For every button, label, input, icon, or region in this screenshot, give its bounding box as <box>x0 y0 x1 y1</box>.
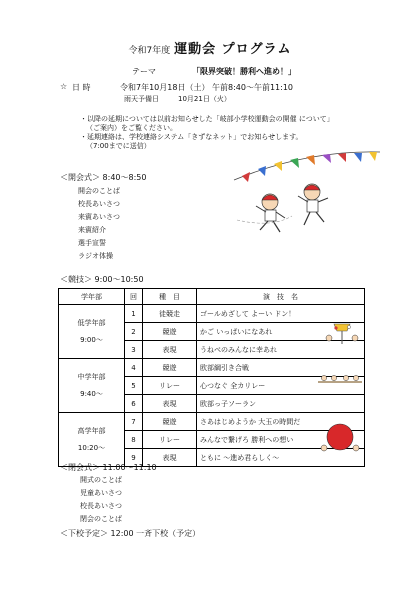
event-name: うねべのみんなに幸あれ <box>197 341 365 359</box>
event-number: 4 <box>125 359 143 377</box>
bunting-flag <box>354 153 362 162</box>
event-name: さあはじめようか 大玉の時間だ <box>197 413 365 431</box>
opening-item: 選手宣誓 <box>78 239 106 247</box>
event-name: 心つなぐ 全カリレー <box>197 377 365 395</box>
event-number: 5 <box>125 377 143 395</box>
bunting-flag <box>306 155 315 165</box>
closing-item: 校長あいさつ <box>80 502 122 510</box>
opening-item: 校長あいさつ <box>78 200 120 208</box>
schedule-label: 日 時 <box>72 83 91 92</box>
table-header-row <box>59 289 365 305</box>
bunting-flag <box>369 152 377 161</box>
event-type: リレー <box>143 377 197 395</box>
bunting-flag <box>322 154 331 163</box>
event-number: 6 <box>125 395 143 413</box>
opening-item: ラジオ体操 <box>78 252 113 260</box>
note-line: （7:00までに送信） <box>86 142 151 150</box>
event-type: 競遊 <box>143 413 197 431</box>
grade-cell <box>59 413 125 467</box>
schedule-mark: ☆ <box>60 82 68 91</box>
closing-item: 児童あいさつ <box>80 489 122 497</box>
table-row <box>59 305 365 323</box>
rain-date-value: 10月21日（火） <box>178 95 231 103</box>
schedule-main: 令和7年10月18日（土） 午前8:40～午前11:10 <box>120 83 294 92</box>
event-type: リレー <box>143 431 197 449</box>
event-type: 表現 <box>143 449 197 467</box>
event-number: 1 <box>125 305 143 323</box>
event-number: 8 <box>125 431 143 449</box>
title-era: 令和7年度 <box>128 46 171 56</box>
bunting-flag <box>242 172 250 182</box>
document-title <box>0 38 420 57</box>
theme-value: 「限界突破！勝利へ進め！」 <box>192 67 296 76</box>
competition-heading: ＜競技＞ 9:00～10:50 <box>60 275 144 284</box>
grade-cell <box>59 305 125 359</box>
running-kid <box>256 194 285 232</box>
bunting-flag <box>338 153 346 162</box>
closing-item: 閉会のことば <box>80 515 122 523</box>
column-header: 演 技 名 <box>197 289 365 305</box>
rain-date-label: 雨天予備日 <box>124 95 159 103</box>
bunting-flag <box>290 158 299 168</box>
event-type: 競遊 <box>143 323 197 341</box>
opening-item: 来賓あいさつ <box>78 213 120 221</box>
note-line: ・以降の延期については以前お知らせした「岐部小学校運動会の開催 について」 <box>80 115 334 123</box>
grade-name: 高学年部 <box>77 426 106 435</box>
title-main: 運動会 プログラム <box>174 42 292 57</box>
basket-toss-illustration <box>322 322 362 346</box>
event-type: 競遊 <box>143 359 197 377</box>
column-header: 学年部 <box>59 289 125 305</box>
event-type: 徒競走 <box>143 305 197 323</box>
event-name: みんなで繋げろ 勝利への想い <box>197 431 365 449</box>
grade-time: 9:00～ <box>80 335 103 344</box>
opening-heading: ＜開会式＞ 8:40～8:50 <box>60 173 147 182</box>
grade-time: 9:40～ <box>80 389 103 398</box>
opening-item: 開会のことば <box>78 187 120 195</box>
note-line: （ご案内）をご覧ください。 <box>86 124 177 132</box>
big-ball-illustration <box>318 422 362 456</box>
event-number: 3 <box>125 341 143 359</box>
grade-name: 中学年部 <box>77 372 106 381</box>
theme-label: テーマ <box>132 67 156 76</box>
grade-time: 10:20～ <box>77 443 106 452</box>
note-line: ・延期連絡は、学校連絡システム「きずなネット」でお知らせします。 <box>80 133 303 141</box>
grade-name: 低学年部 <box>77 318 106 327</box>
dismissal-text: ＜下校予定＞ 12:00 一斉下校（予定） <box>60 529 201 538</box>
event-type: 表現 <box>143 395 197 413</box>
closing-heading: ＜閉会式＞ 11:00～11:10 <box>60 463 157 472</box>
event-name: 欧部っ子ソーラン <box>197 395 365 413</box>
event-number: 7 <box>125 413 143 431</box>
event-name: ゴールめざして よーい ドン！ <box>197 305 365 323</box>
column-header: 種 目 <box>143 289 197 305</box>
event-type: 表現 <box>143 341 197 359</box>
closing-item: 開式のことば <box>80 476 122 484</box>
tug-of-war-illustration <box>316 372 364 390</box>
event-name: ともに ～進め君らしく～ <box>197 449 365 467</box>
event-number: 2 <box>125 323 143 341</box>
running-kids-illustration <box>232 150 382 250</box>
column-header: 回 <box>125 289 143 305</box>
running-kid <box>298 184 328 225</box>
event-number: 9 <box>125 449 143 467</box>
grade-cell <box>59 359 125 413</box>
event-name: かご いっぱいになあれ <box>197 323 365 341</box>
opening-item: 来賓紹介 <box>78 226 106 234</box>
event-name: 欧部綱引き合戦 <box>197 359 365 377</box>
